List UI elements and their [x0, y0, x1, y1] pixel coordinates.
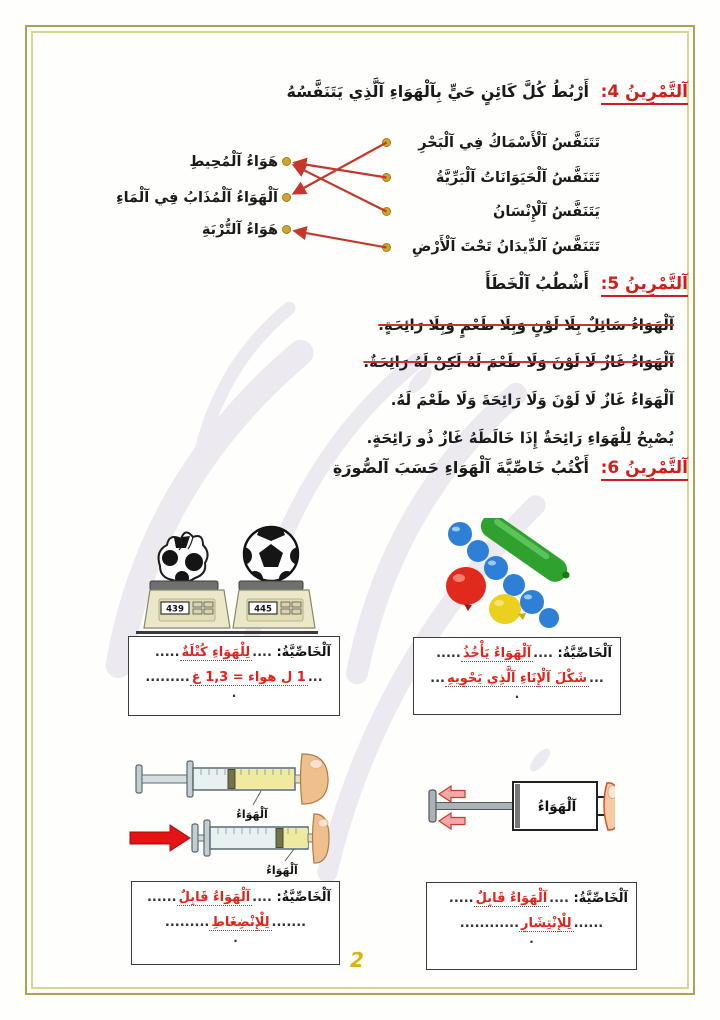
scale-reading-right: 445 — [254, 604, 272, 615]
match-dot-left-2 — [282, 225, 291, 234]
exercise5-sentence: آلْهَوَاءُ سَائِلٌ بِلَا لَوْنٍ وَبِلَا طَعْمٍ وَبِلَا رَائِحَةٍ. — [378, 316, 674, 334]
air-label: آلْهَوَاءُ — [537, 799, 577, 815]
match-right-item-animals: تَتَنَفَّسُ آلْحَيَوَانَاتُ آلْبَرِّيَّةُ — [435, 170, 600, 186]
plunger-handle — [429, 790, 436, 822]
syringe-expansion-illustration — [423, 775, 615, 839]
handwritten-answer: لِلْإِنْتِشَارِ — [521, 916, 572, 931]
exercise6-instruction: أَكْتُبُ خَاصِّيَّةَ آلْهَوَاءِ حَسَبَ آلصُّورَةِ — [332, 458, 590, 477]
plunger-seal — [515, 784, 520, 828]
scale-deflated-ball — [144, 532, 230, 628]
match-dot-right-0 — [382, 138, 391, 147]
property-label: آلْخَاصِّيَّةُ: — [573, 891, 628, 906]
match-right-item-fish: تَتَنَفَّسُ آلْأَسْمَاكُ فِي آلْبَحْرِ — [418, 135, 600, 151]
exercise6-header — [333, 458, 688, 478]
exercise5-title: آلتَّمْرِينُ 5: — [601, 274, 688, 297]
scale-reading-left: 439 — [166, 604, 184, 615]
match-dot-right-2 — [382, 207, 391, 216]
yellow-balloon — [489, 594, 526, 624]
handwritten-answer: 1 ل هواء = 1,3 غ — [191, 670, 306, 685]
fingertip — [301, 754, 329, 804]
push-arrow — [130, 825, 190, 851]
exercise4-instruction: أَرْبُطُ كُلَّ كَائِنٍ حَيٍّ بِآلْهَوَاءِ آلَّذِي يَتَنَفَّسُهُ — [286, 82, 590, 101]
exercise5-sentence: آلْهَوَاءُ غَازٌ لَا لَوْنَ وَلَا طَعْمَ لَهُ لَكِنْ لَهُ رَائِحَةٌ. — [363, 353, 674, 371]
scale-inflated-ball — [233, 525, 315, 628]
property-label: آلْخَاصِّيَّةُ: — [276, 890, 331, 905]
air-label: آلْهَوَاءُ — [266, 864, 298, 877]
red-balloon — [446, 567, 486, 611]
air-volume — [283, 829, 308, 848]
table-edge-line — [136, 631, 318, 634]
handwritten-answer: آلْهَوَاءُ قَابِلٌ — [178, 890, 251, 905]
plunger-rod — [436, 803, 513, 810]
air-volume — [235, 770, 294, 789]
fingertip — [313, 814, 330, 863]
match-dot-left-1 — [282, 193, 291, 202]
match-dot-left-0 — [282, 157, 291, 166]
handwritten-answer: شَكْلَ آلْإِنَاءِ آلَّذِي يَحْوِيهِ — [447, 671, 587, 686]
property-box-mass: آلْخَاصِّيَّةُ: ....لِلْهَوَاءِ كُتْلَةٌ..... ...1 ل هواء = 1,3 غ......... . — [128, 636, 340, 716]
balloons-illustration — [426, 518, 616, 632]
pull-arrow — [439, 786, 465, 802]
syringe-compressed — [130, 814, 329, 877]
property-label: آلْخَاصِّيَّةُ: — [276, 645, 331, 660]
exercise5-instruction: أَشْطُبُ آلْخَطَأَ — [485, 274, 590, 293]
property-label: آلْخَاصِّيَّةُ: — [557, 646, 612, 661]
match-left-item-soil-air: هَوَاءُ آلتُّرْبَةِ — [201, 222, 278, 238]
pull-arrow — [439, 813, 465, 829]
property-box-shape: آلْخَاصِّيَّةُ: ....آلْهَوَاءُ يَأْخُذُ..... ...شَكْلَ آلْإِنَاءِ آلَّذِي يَحْوِيهِ... . — [413, 637, 621, 715]
match-right-item-human: يَتَنَفَّسُ آلْإِنْسَانُ — [492, 204, 600, 220]
match-dot-right-1 — [382, 173, 391, 182]
exercise4-header — [287, 82, 689, 102]
handwritten-answer: لِلْإِنْضِغَاطِ — [211, 915, 270, 930]
syringes-compression-illustration — [126, 752, 330, 878]
handwritten-answer: آلْهَوَاءُ يَأْخُذُ — [462, 646, 532, 661]
handwritten-answer: لِلْهَوَاءِ كُتْلَةٌ — [181, 645, 251, 660]
match-left-item-surrounding-air: هَوَاءُ آلْمُحِيطِ — [189, 154, 278, 170]
property-box-compression: آلْخَاصِّيَّةُ: ....آلْهَوَاءُ قَابِلٌ...... .......لِلْإِنْضِغَاطِ......... . — [131, 881, 340, 965]
syringe-with-air — [136, 754, 328, 821]
fingertip — [604, 783, 615, 830]
handwritten-answer: آلْهَوَاءُ قَابِلٌ — [475, 891, 548, 906]
scales-with-footballs-illustration — [130, 518, 325, 636]
exercise5-header — [485, 274, 688, 294]
exercise4-title: آلتَّمْرِينُ 4: — [601, 82, 688, 105]
match-right-item-worms: تَتَنَفَّسُ آلدِّيدَانُ تَحْتَ آلْأَرْضِ — [411, 239, 600, 255]
match-dot-right-3 — [382, 243, 391, 252]
exercise5-sentence: يُصْبِحُ لِلْهَوَاءِ رَائِحَةٌ إِذَا خَالَطَهُ غَازٌ ذُو رَائِحَةٍ. — [366, 429, 674, 447]
property-box-expansion: آلْخَاصِّيَّةُ: ....آلْهَوَاءُ قَابِلٌ..... ......لِلْإِنْتِشَارِ............ . — [426, 882, 637, 970]
exercise5-sentence: آلْهَوَاءُ غَازٌ لَا لَوْنَ وَلَا رَائِحَةَ وَلَا طَعْمَ لَهُ. — [390, 391, 674, 409]
air-label: آلْهَوَاءُ — [236, 808, 268, 821]
page-number: 2 — [350, 948, 364, 972]
exercise6-title: آلتَّمْرِينُ 6: — [601, 458, 688, 481]
green-balloon-knot — [563, 572, 570, 579]
match-left-item-dissolved-air: آلْهَوَاءُ آلْمُذَابُ فِي آلْمَاءِ — [116, 190, 278, 206]
